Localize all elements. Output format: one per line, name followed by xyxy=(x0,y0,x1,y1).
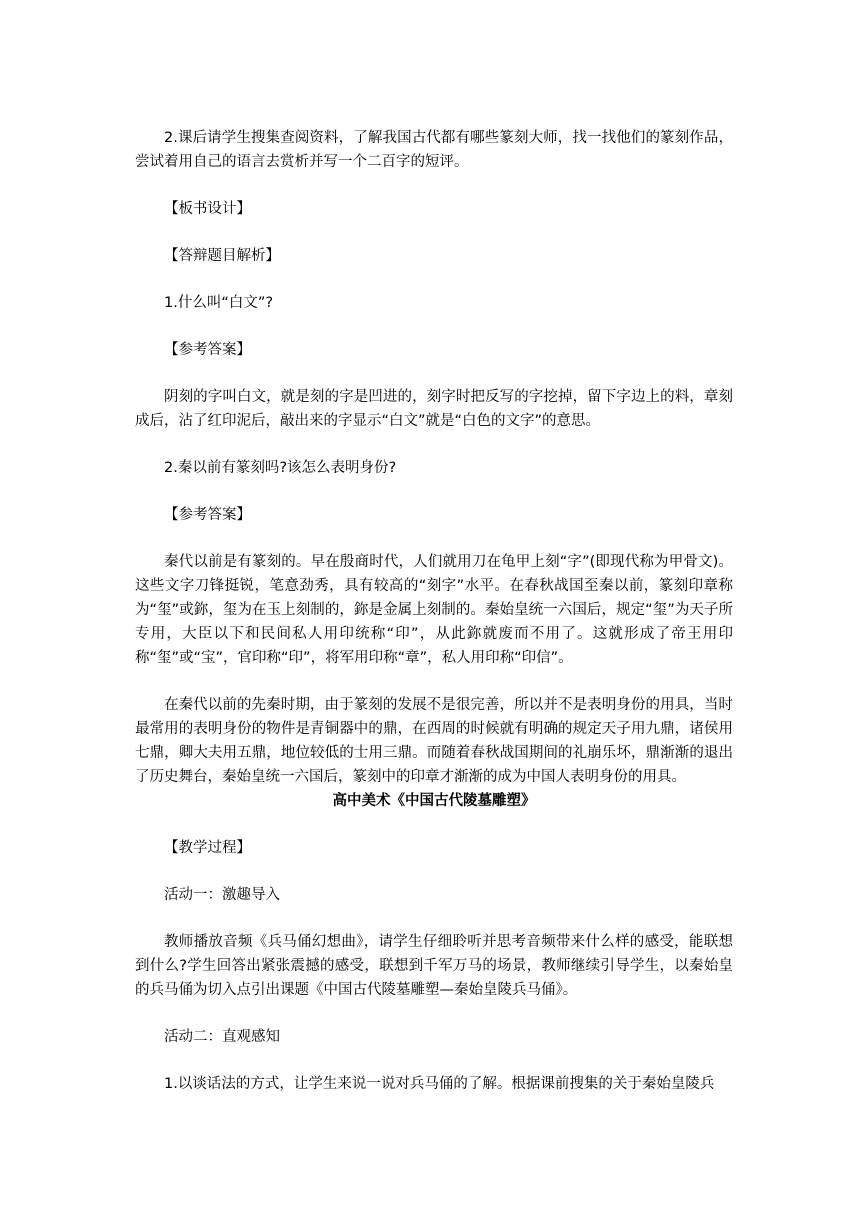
heading-defense-analysis: 【答辩题目解析】 xyxy=(164,248,280,264)
section-title: 高中美术《中国古代陵墓雕塑》 xyxy=(332,793,536,809)
paragraph-homework: 2.课后请学生搜集查阅资料，了解我国古代都有哪些篆刻大师，找一找他们的篆刻作品，尝试着用自己的语言去赏析并写一个二百字的短评。 xyxy=(135,130,733,170)
answer-2-part-1: 秦代以前是有篆刻的。早在殷商时代，人们就用刀在龟甲上刻“字”(即现代称为甲骨文)。这些文字刀锋挺锐，笔意劲秀，具有较高的“刻字”水平。在春秋战国至秦以前，篆刻印章称为“玺”或鉨，玺为在玉上刻制的，鉨是金属上刻制的。秦始皇统一六国后，规定“玺”为天子所专用，大臣以下和民间私人用印统称“印”，从此鉨就废而不用了。这就形成了帝王用印称“玺”或“宝”，官印称“印”，将军用印称“章”，私人用印称“印信”。 xyxy=(135,554,733,666)
answer-2-part-2: 在秦代以前的先秦时期，由于篆刻的发展不是很完善，所以并不是表明身份的用具，当时最常用的表明身份的物件是青铜器中的鼎，在西周的时候就有明确的规定天子用九鼎，诸侯用七鼎，卿大夫用五鼎，地位较低的士用三鼎。而随着春秋战国期间的礼崩乐坏，鼎渐渐的退出了历史舞台，秦始皇统一六国后，篆刻中的印章才渐渐的成为中国人表明身份的用具。 xyxy=(135,697,733,785)
activity-1-body: 教师播放音频《兵马俑幻想曲》，请学生仔细聆听并思考音频带来什么样的感受，能联想到什么?学生回答出紧张震撼的感受，联想到千军万马的场景，教师继续引导学生，以秦始皇的兵马俑为切入点引出课题《中国古代陵墓雕塑—秦始皇陵兵马俑》。 xyxy=(135,934,733,998)
heading-reference-answer-2: 【参考答案】 xyxy=(164,507,251,523)
question-2: 2.秦以前有篆刻吗?该怎么表明身份? xyxy=(164,460,397,476)
heading-reference-answer-1: 【参考答案】 xyxy=(164,342,251,358)
heading-board-design: 【板书设计】 xyxy=(164,201,251,217)
answer-1: 阴刻的字叫白文，就是刻的字是凹进的，刻字时把反写的字挖掉，留下字边上的料，章刻成后，沾了红印泥后，敲出来的字显示“白文”就是“白色的文字”的意思。 xyxy=(135,389,733,429)
activity-1-title: 活动一：激趣导入 xyxy=(164,887,280,903)
question-1: 1.什么叫“白文”? xyxy=(164,295,274,311)
activity-2-item-1: 1.以谈话法的方式，让学生来说一说对兵马俑的了解。根据课前搜集的关于秦始皇陵兵 xyxy=(164,1076,715,1092)
heading-teaching-process: 【教学过程】 xyxy=(164,840,251,856)
activity-2-title: 活动二：直观感知 xyxy=(164,1029,280,1045)
